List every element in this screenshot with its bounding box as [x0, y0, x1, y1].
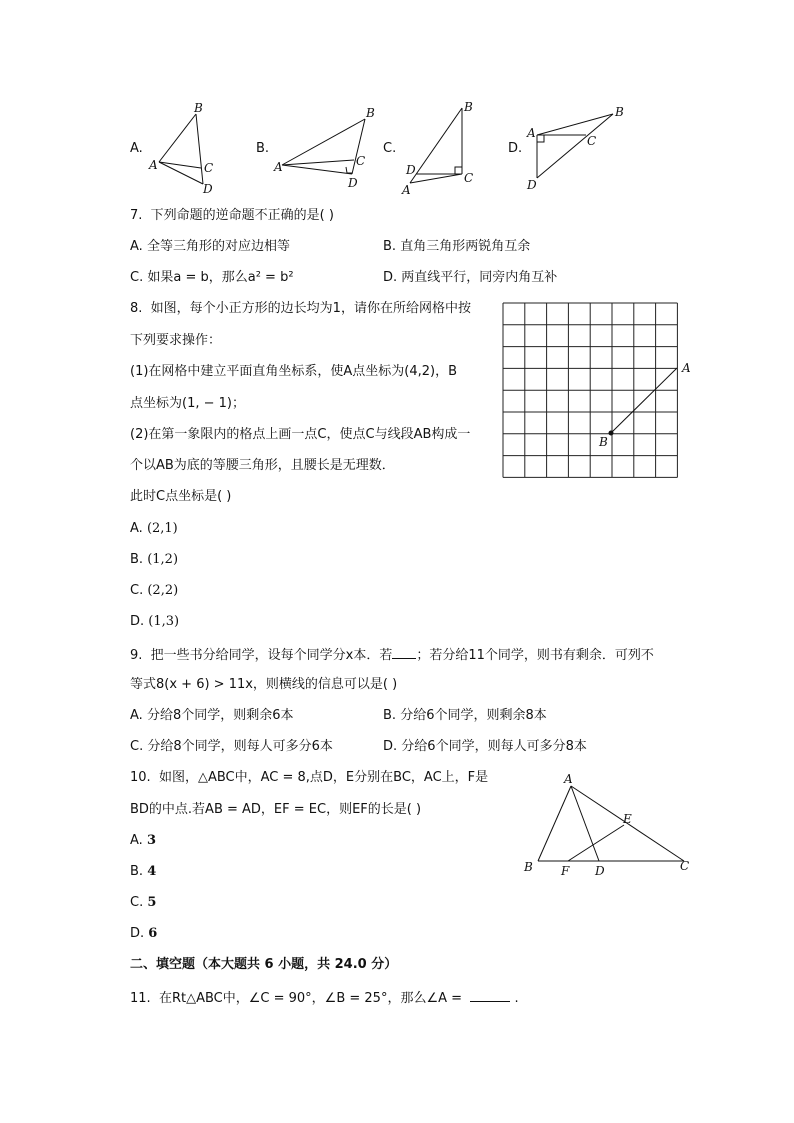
q8-option-d-letter: D.: [130, 614, 145, 629]
q8-option-d: [130, 614, 179, 630]
q8-segment-ab: [611, 368, 677, 433]
q8-line4: 点坐标为(1, − 1)；: [130, 396, 245, 411]
q10-label-a: A: [564, 772, 573, 786]
q6b-right-angle: [346, 167, 352, 173]
q6c-edge-ac: [410, 174, 462, 183]
q10-line1-text: 如图，△ABC中，AC = 8,点D，E分别在BC，AC上，F是: [158, 770, 489, 785]
q7-option-b-letter: B.: [383, 239, 397, 254]
q8-option-a-text: (2,1): [146, 521, 178, 536]
q11-line: [130, 989, 519, 1007]
q6d-label-b: B: [615, 105, 624, 119]
q10-line2: BD的中点.若AB = AD，EF = EC，则EF的长是( ): [130, 802, 422, 817]
q10-option-b-text: 4: [147, 864, 157, 879]
q8-option-c-letter: C.: [130, 583, 144, 598]
q11-answer-blank[interactable]: [470, 989, 510, 1002]
section2-title: 二、填空题（本大题共 6 小题，共 24.0 分）: [130, 957, 398, 972]
q9-option-b-letter: B.: [383, 708, 397, 723]
q10-option-c: [130, 895, 156, 911]
q8-line6: 个以AB为底的等腰三角形，且腰长是无理数．: [130, 458, 395, 473]
q10-option-d: [130, 926, 157, 942]
q7-option-d-text: 两直线平行，同旁内角互补: [401, 270, 558, 285]
q6b-label-c: C: [356, 154, 366, 168]
q9-answer-blank[interactable]: [392, 646, 416, 659]
q8-line3: (1)在网格中建立平面直角坐标系，使A点坐标为(4,2)，B: [130, 364, 458, 379]
q6d-edge-ab: [537, 114, 613, 135]
q8-option-a-letter: A.: [130, 521, 143, 536]
q9-option-b-text: 分给6个同学，则剩余8本: [400, 708, 547, 723]
q8-option-b-letter: B.: [130, 552, 144, 567]
q8-point-b: [609, 431, 614, 436]
q10-label-b: B: [524, 860, 533, 874]
q8-grid-lines: [503, 303, 677, 477]
q10-line1: [130, 770, 488, 786]
q10-label-c: C: [680, 859, 690, 873]
q8-label-b: B: [599, 435, 608, 449]
q6b-label-d: D: [348, 176, 358, 190]
q6c-label-d: D: [406, 163, 416, 177]
q8-line5: (2)在第一象限内的格点上画一点C，使点C与线段AB构成一: [130, 427, 471, 442]
q8-label-a: A: [682, 361, 691, 375]
q10-edge-ab: [538, 786, 571, 861]
q11-text-a: 在Rt△ABC中，∠C = 90°，∠B = 25°，那么∠A =: [158, 991, 463, 1006]
q9-option-c-text: 分给8个同学，则每人可多分6本: [147, 739, 333, 754]
q8-line1-text: 如图，每个小正方形的边长均为1，请你在所给网格中按: [150, 301, 471, 316]
q9-option-a: [130, 708, 293, 724]
q9-line1: [130, 646, 654, 664]
q9-option-a-letter: A.: [130, 708, 143, 723]
q6c-right-angle: [455, 167, 462, 174]
q6b-edge-ad: [282, 165, 352, 174]
q6d-right-angle: [537, 135, 544, 142]
q7-option-a-letter: A.: [130, 239, 143, 254]
q7-option-c-text: 如果a = b，那么a² = b²: [147, 270, 294, 285]
q6a-label-b: B: [194, 101, 203, 115]
q7-stem: [130, 208, 334, 224]
q10-option-a: [130, 833, 156, 849]
q8-option-b: [130, 552, 178, 568]
q8-option-a: [130, 521, 178, 537]
q10-edge-fe: [568, 825, 624, 861]
q9-option-d-text: 分给6个同学，则每人可多分8本: [401, 739, 587, 754]
q7-stem-text: 下列命题的逆命题不正确的是( ): [150, 208, 334, 223]
q10-label-e: E: [623, 812, 632, 826]
q10-option-d-text: 6: [148, 926, 158, 941]
q10-option-c-letter: C.: [130, 895, 144, 910]
q8-option-c-text: (2,2): [147, 583, 179, 598]
q10-option-a-text: 3: [146, 833, 156, 848]
q6-figure-c: [398, 98, 488, 198]
q6d-label-a: A: [527, 126, 536, 140]
q8-option-b-text: (1,2): [147, 552, 179, 567]
q7-option-b: [383, 239, 530, 255]
q9-number: 9.: [130, 648, 143, 663]
q11-text-b: .: [514, 991, 519, 1006]
q9-option-c: [130, 739, 333, 755]
q6-figure-b: [270, 100, 380, 200]
q6c-label-b: B: [464, 100, 473, 114]
q8-number: 8.: [130, 301, 143, 316]
q10-label-d: D: [595, 864, 605, 878]
q9-option-d: [383, 739, 587, 755]
q9-line1-a: 把一些书分给同学，设每个同学分x本．若: [150, 648, 393, 663]
q6-figure-d: [525, 100, 635, 195]
q8-line7: 此时C点坐标是( ): [130, 489, 232, 504]
q6a-label-c: C: [204, 161, 214, 175]
q6c-edge-ba: [410, 108, 462, 183]
q6a-edge-bd: [196, 114, 203, 184]
q9-option-c-letter: C.: [130, 739, 144, 754]
q7-option-c: [130, 270, 294, 286]
q6a-edge-ba: [159, 114, 196, 162]
q7-number: 7.: [130, 208, 143, 223]
q6c-label-c: C: [464, 171, 474, 185]
q6d-edge-bd: [537, 114, 613, 178]
q10-option-d-letter: D.: [130, 926, 145, 941]
q7-option-a-text: 全等三角形的对应边相等: [146, 239, 290, 254]
q6d-label-c: C: [587, 134, 597, 148]
q7-option-d: [383, 270, 557, 286]
q7-option-c-letter: C.: [130, 270, 144, 285]
q9-option-d-letter: D.: [383, 739, 398, 754]
q8-line1: [130, 301, 471, 317]
q10-triangle-figure: [520, 770, 700, 880]
q6-option-c-letter: C.: [383, 141, 397, 156]
q9-line1-b: ；若分给11个同学，则书有剩余．可列不: [416, 648, 654, 663]
q8-option-c: [130, 583, 178, 599]
q9-option-b: [383, 708, 547, 724]
q8-line2: 下列要求操作：: [130, 333, 222, 348]
q10-label-f: F: [561, 864, 570, 878]
q8-option-d-text: (1,3): [148, 614, 180, 629]
q6-option-d-letter: D.: [508, 141, 523, 156]
q9-option-a-text: 分给8个同学，则剩余6本: [146, 708, 294, 723]
q7-option-d-letter: D.: [383, 270, 398, 285]
q6b-edge-ba: [282, 119, 365, 165]
q6c-label-a: A: [402, 183, 411, 197]
q10-option-c-text: 5: [147, 895, 157, 910]
q7-option-b-text: 直角三角形两锐角互余: [400, 239, 531, 254]
q9-line2: 等式8(x + 6) > 11x，则横线的信息可以是( ): [130, 677, 398, 692]
q6a-label-d: D: [203, 182, 213, 196]
q10-number: 10.: [130, 770, 151, 785]
q7-option-a: [130, 239, 290, 255]
q6d-label-d: D: [527, 178, 537, 192]
q6a-label-a: A: [149, 158, 158, 172]
q6-option-b-letter: B.: [256, 141, 270, 156]
q6-option-a-letter: A.: [130, 141, 143, 156]
q10-option-b: [130, 864, 156, 880]
q6-figure-a: [145, 100, 225, 200]
q10-option-b-letter: B.: [130, 864, 144, 879]
q6b-edge-ac: [282, 160, 354, 165]
q6b-label-a: A: [274, 160, 283, 174]
q11-number: 11.: [130, 991, 151, 1006]
q6b-label-b: B: [366, 106, 375, 120]
q8-grid-figure: [500, 300, 700, 480]
q10-option-a-letter: A.: [130, 833, 143, 848]
